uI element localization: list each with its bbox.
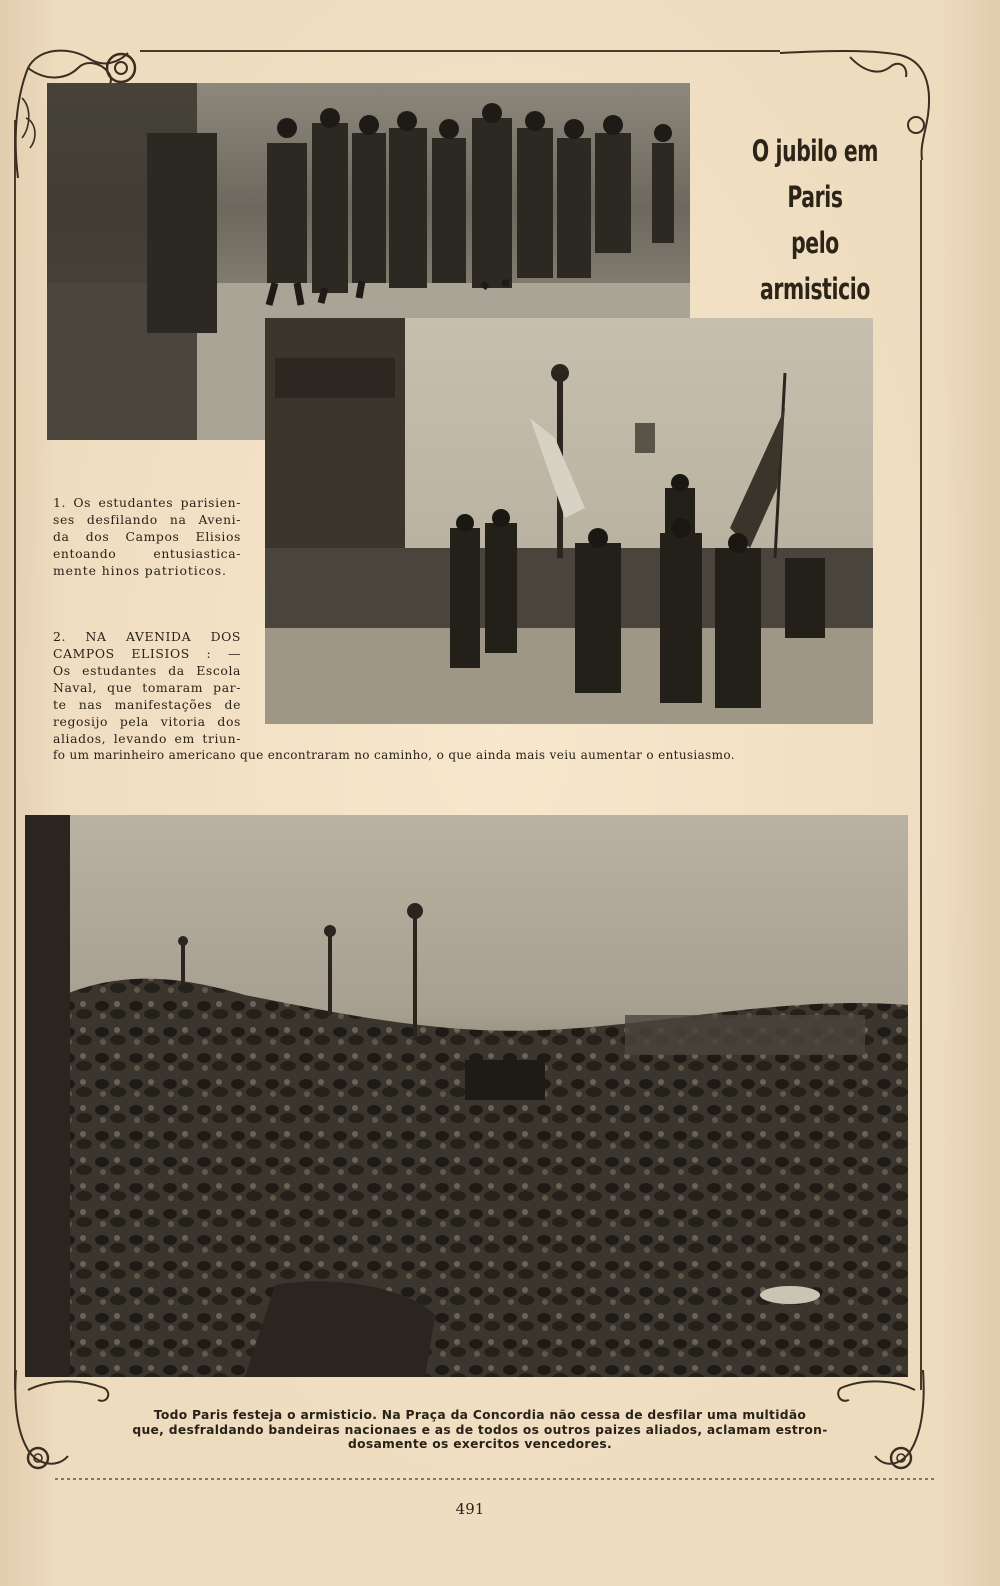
caption2-line-2: CAMPOS ELISIOS : — xyxy=(53,646,241,661)
corner-ornament-bottom-left xyxy=(8,1370,118,1480)
caption1-line-3: da dos Campos Elisios xyxy=(53,529,241,544)
frame-right-rule xyxy=(920,160,922,1390)
article-title xyxy=(749,128,882,312)
corner-ornament-bottom-right xyxy=(835,1370,935,1480)
page-number: 491 xyxy=(455,1500,485,1518)
bottom-caption-line-1: Todo Paris festeja o armisticio. Na Praça da Concordia não cessa de desfilar uma multidão xyxy=(153,1408,807,1422)
frame-left-rule xyxy=(14,120,16,1390)
bottom-dashed-rule xyxy=(55,1478,935,1480)
caption2-line-7: aliados, levando em triun- xyxy=(53,731,241,746)
caption2-line-4: Naval, que tomaram par- xyxy=(53,680,241,695)
caption2-line-8: fo um marinheiro americano que encontraram no caminho, o que ainda mais veiu aumentar o entusiasmo. xyxy=(53,748,735,762)
caption1-line-2: ses desfilando na Aveni- xyxy=(53,512,241,527)
bottom-caption-line-3: dosamente os exercitos vencedores. xyxy=(347,1437,612,1451)
caption1-line-1: 1. Os estudantes parisien- xyxy=(53,495,241,510)
caption2-line-5: te nas manifestações de xyxy=(53,697,241,712)
caption1-line-4: entoando entusiastica- xyxy=(53,546,241,561)
title-line-2: pelo xyxy=(791,226,839,260)
title-line-1: O jubilo em Paris xyxy=(751,134,879,214)
caption2-line-1: 2. NA AVENIDA DOS xyxy=(53,629,241,644)
photo-naval-students-flags xyxy=(265,318,873,724)
caption-photo-2 xyxy=(53,628,241,747)
photo-concorde-crowd xyxy=(25,815,908,1377)
frame-top-rule xyxy=(140,50,780,52)
caption1-line-5: mente hinos patrioticos. xyxy=(53,563,227,578)
title-line-3: armisticio xyxy=(760,272,870,306)
caption-photo-3 xyxy=(110,1408,850,1452)
caption2-line-3: Os estudantes da Escola xyxy=(53,663,241,678)
caption-photo-1 xyxy=(53,494,241,579)
caption2-line-6: regosijo pela vitoria dos xyxy=(53,714,241,729)
bottom-caption-line-2: que, desfraldando bandeiras nacionaes e as de todos os outros paizes aliados, aclamam estron- xyxy=(132,1422,828,1437)
